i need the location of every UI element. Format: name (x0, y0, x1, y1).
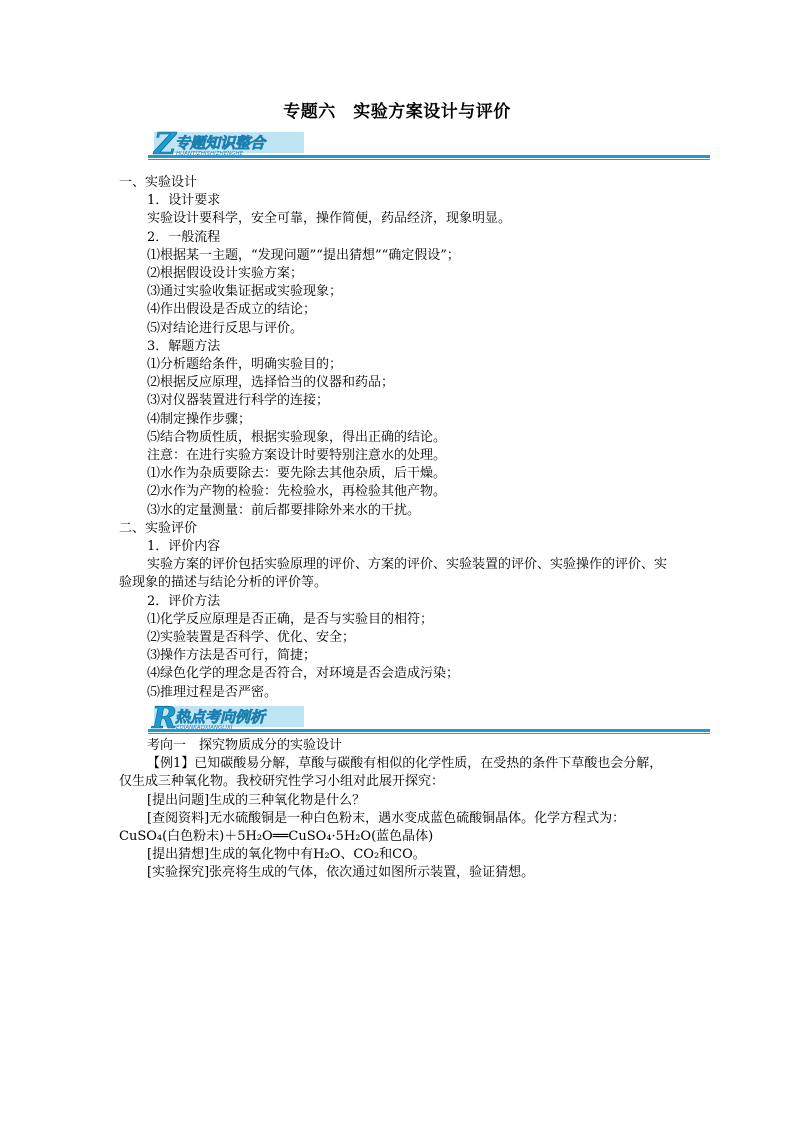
banner-initial: Z (154, 128, 176, 162)
note-text: 注意：在进行实验方案设计时要特别注意水的处理。 (147, 448, 447, 464)
main-content (119, 174, 674, 702)
list-item: ⑷作出假设是否成立的结论； (147, 302, 317, 318)
section-heading-design: 一、实验设计 (119, 175, 198, 190)
subheading-content: 1．评价内容 (147, 539, 221, 555)
banner-graphic (148, 128, 710, 162)
list-item: ⑷制定操作步骤； (147, 411, 252, 427)
hypothesis-text: [提出猜想]生成的氧化物中有H₂O、CO₂和CO。 (147, 847, 426, 863)
question-text: [提出问题]生成的三种氧化物是什么？ (147, 792, 366, 808)
section-heading-evaluation: 二、实验评价 (119, 520, 198, 536)
banner-graphic (148, 702, 710, 736)
section-heading-topic: 考向一 探究物质成分的实验设计 (147, 738, 343, 753)
subheading-eval-method: 2．评价方法 (147, 593, 221, 609)
example-paragraph: 【例1】已知碳酸易分解，草酸与碳酸有相似的化学性质，在受热的条件下草酸也会分解，仅生成三种氧化物。我校研究性学习小组对此展开探究： (119, 756, 663, 790)
banner-label: 热点考向例析 (175, 708, 266, 726)
exploration-text: [实验探究]张亮将生成的气体，依次通过如图所示装置，验证猜想。 (147, 865, 535, 881)
list-item: ⑴化学反应原理是否正确，是否与实验目的相符； (147, 611, 434, 627)
list-item: ⑸结合物质性质，根据实验现象，得出正确的结论。 (147, 429, 447, 445)
list-item: ⑶对仪器装置进行科学的连接； (147, 393, 330, 409)
list-item: ⑴根据某一主题，“发现问题”“提出猜想”“确定假设”； (147, 247, 460, 263)
banner-label: 专题知识整合 (175, 134, 266, 152)
chemical-equation: CuSO₄(白色粉末)＋5H₂O══CuSO₄·5H₂O(蓝色晶体) (119, 829, 434, 845)
list-item: ⑶操作方法是否可行，简捷； (147, 648, 317, 664)
list-item: ⑵实验装置是否科学、优化、安全； (147, 630, 356, 646)
list-item: ⑶水的定量测量：前后都要排除外来水的干扰。 (147, 502, 421, 518)
subheading-method: 3．解题方法 (147, 338, 221, 354)
page-title: 专题六 实验方案设计与评价 (283, 102, 511, 122)
paragraph-evaluation-content: 实验方案的评价包括实验原理的评价、方案的评价、实验装置的评价、实验操作的评价、实验现象的描述与结论分析的评价等。 (119, 557, 668, 591)
banner-initial: R (152, 702, 177, 736)
paragraph-requirements: 实验设计要科学，安全可靠，操作简便，药品经济，现象明显。 (147, 211, 512, 227)
banner-pinyin: EDIANKAOXIANGLIXI (176, 725, 233, 731)
list-item: ⑸对结论进行反思与评价。 (147, 320, 304, 336)
list-item: ⑴水作为杂质要除去：要先除去其他杂质，后干燥。 (147, 466, 447, 482)
list-item: ⑵水作为产物的检验：先检验水，再检验其他产物。 (147, 484, 447, 500)
subheading-process: 2．一般流程 (147, 229, 221, 245)
example-content (119, 737, 674, 883)
list-item: ⑸推理过程是否严密。 (147, 684, 278, 700)
banner-pinyin: HUANTIZHISHIZHENGHE (176, 151, 244, 157)
subheading-requirements: 1．设计要求 (147, 193, 221, 209)
section-banner-hotspot (148, 702, 710, 736)
section-banner-knowledge (148, 128, 710, 162)
list-item: ⑶通过实验收集证据或实验现象； (147, 284, 343, 300)
reference-text: [查阅资料]无水硫酸铜是一种白色粉末，遇水变成蓝色硫酸铜晶体。化学方程式为： (147, 810, 626, 826)
list-item: ⑵根据假设设计实验方案； (147, 266, 304, 282)
list-item: ⑷绿色化学的理念是否符合，对环境是否会造成污染； (147, 666, 460, 682)
list-item: ⑴分析题给条件，明确实验目的； (147, 357, 343, 373)
list-item: ⑵根据反应原理，选择恰当的仪器和药品； (147, 375, 395, 391)
